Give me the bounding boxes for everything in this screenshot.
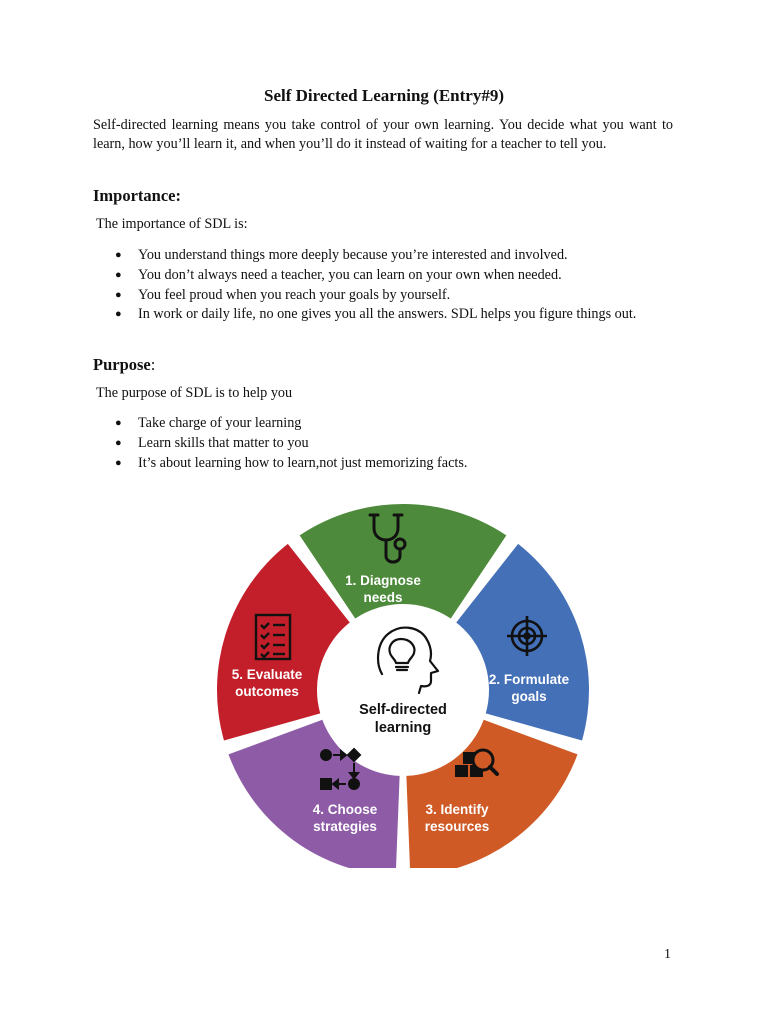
bullet-icon: ● <box>115 436 122 449</box>
segment-label-3-line2: resources <box>424 819 490 834</box>
importance-lead: The importance of SDL is: <box>96 216 248 232</box>
segment-label-3-line1: 3. Identify <box>425 802 489 817</box>
sdl-cycle-diagram <box>210 498 590 868</box>
list-item: ● It’s about learning how to learn,not just memorizing facts. <box>115 454 468 471</box>
bullet-icon: ● <box>115 268 122 281</box>
segment-label-4-line2: strategies <box>313 819 377 834</box>
bullet-icon: ● <box>115 417 122 429</box>
bullet-icon: ● <box>115 308 122 321</box>
page-number: 1 <box>664 947 671 962</box>
list-item: ● Learn skills that matter to you <box>115 434 309 451</box>
bullet-icon: ● <box>115 249 122 261</box>
bullet-icon: ● <box>115 456 122 469</box>
bullet-icon: ● <box>115 288 122 301</box>
segment-label-5-line1: 5. Evaluate <box>231 667 303 682</box>
list-item: ● You feel proud when you reach your goals by yourself. <box>115 286 451 303</box>
segment-label-4-line1: 4. Choose <box>312 802 378 817</box>
intro-paragraph: Self-directed learning means you take control of your own learning. You decide what you want to learn, how you’ll learn it, and when you’ll do it instead of waiting for a teacher to tell you. <box>93 117 673 152</box>
document-title: Self Directed Learning (Entry#9) <box>263 86 504 105</box>
importance-heading: Importance: <box>93 186 181 205</box>
list-item: ● You understand things more deeply because you’re interested and involved. <box>115 247 568 263</box>
purpose-lead: The purpose of SDL is to help you <box>96 385 293 401</box>
purpose-list <box>93 414 673 473</box>
segment-label-1-line2: needs <box>363 590 403 605</box>
segment-label-5-line2: outcomes <box>235 684 299 699</box>
center-circle <box>325 612 481 768</box>
center-label-line1: Self-directed <box>359 702 447 718</box>
list-item: ● In work or daily life, no one gives you all the answers. SDL helps you figure things out. <box>115 306 637 323</box>
list-item: ● Take charge of your learning <box>115 415 302 431</box>
segment-label-1-line1: 1. Diagnose <box>345 573 421 588</box>
purpose-heading: Purpose: <box>93 355 156 374</box>
segment-label-2-line2: goals <box>511 689 547 704</box>
center-label-line2: learning <box>374 720 432 736</box>
segment-label-2-line1: 2. Formulate <box>488 672 570 687</box>
importance-list <box>93 246 673 325</box>
list-item: ● You don’t always need a teacher, you can learn on your own when needed. <box>115 266 562 283</box>
